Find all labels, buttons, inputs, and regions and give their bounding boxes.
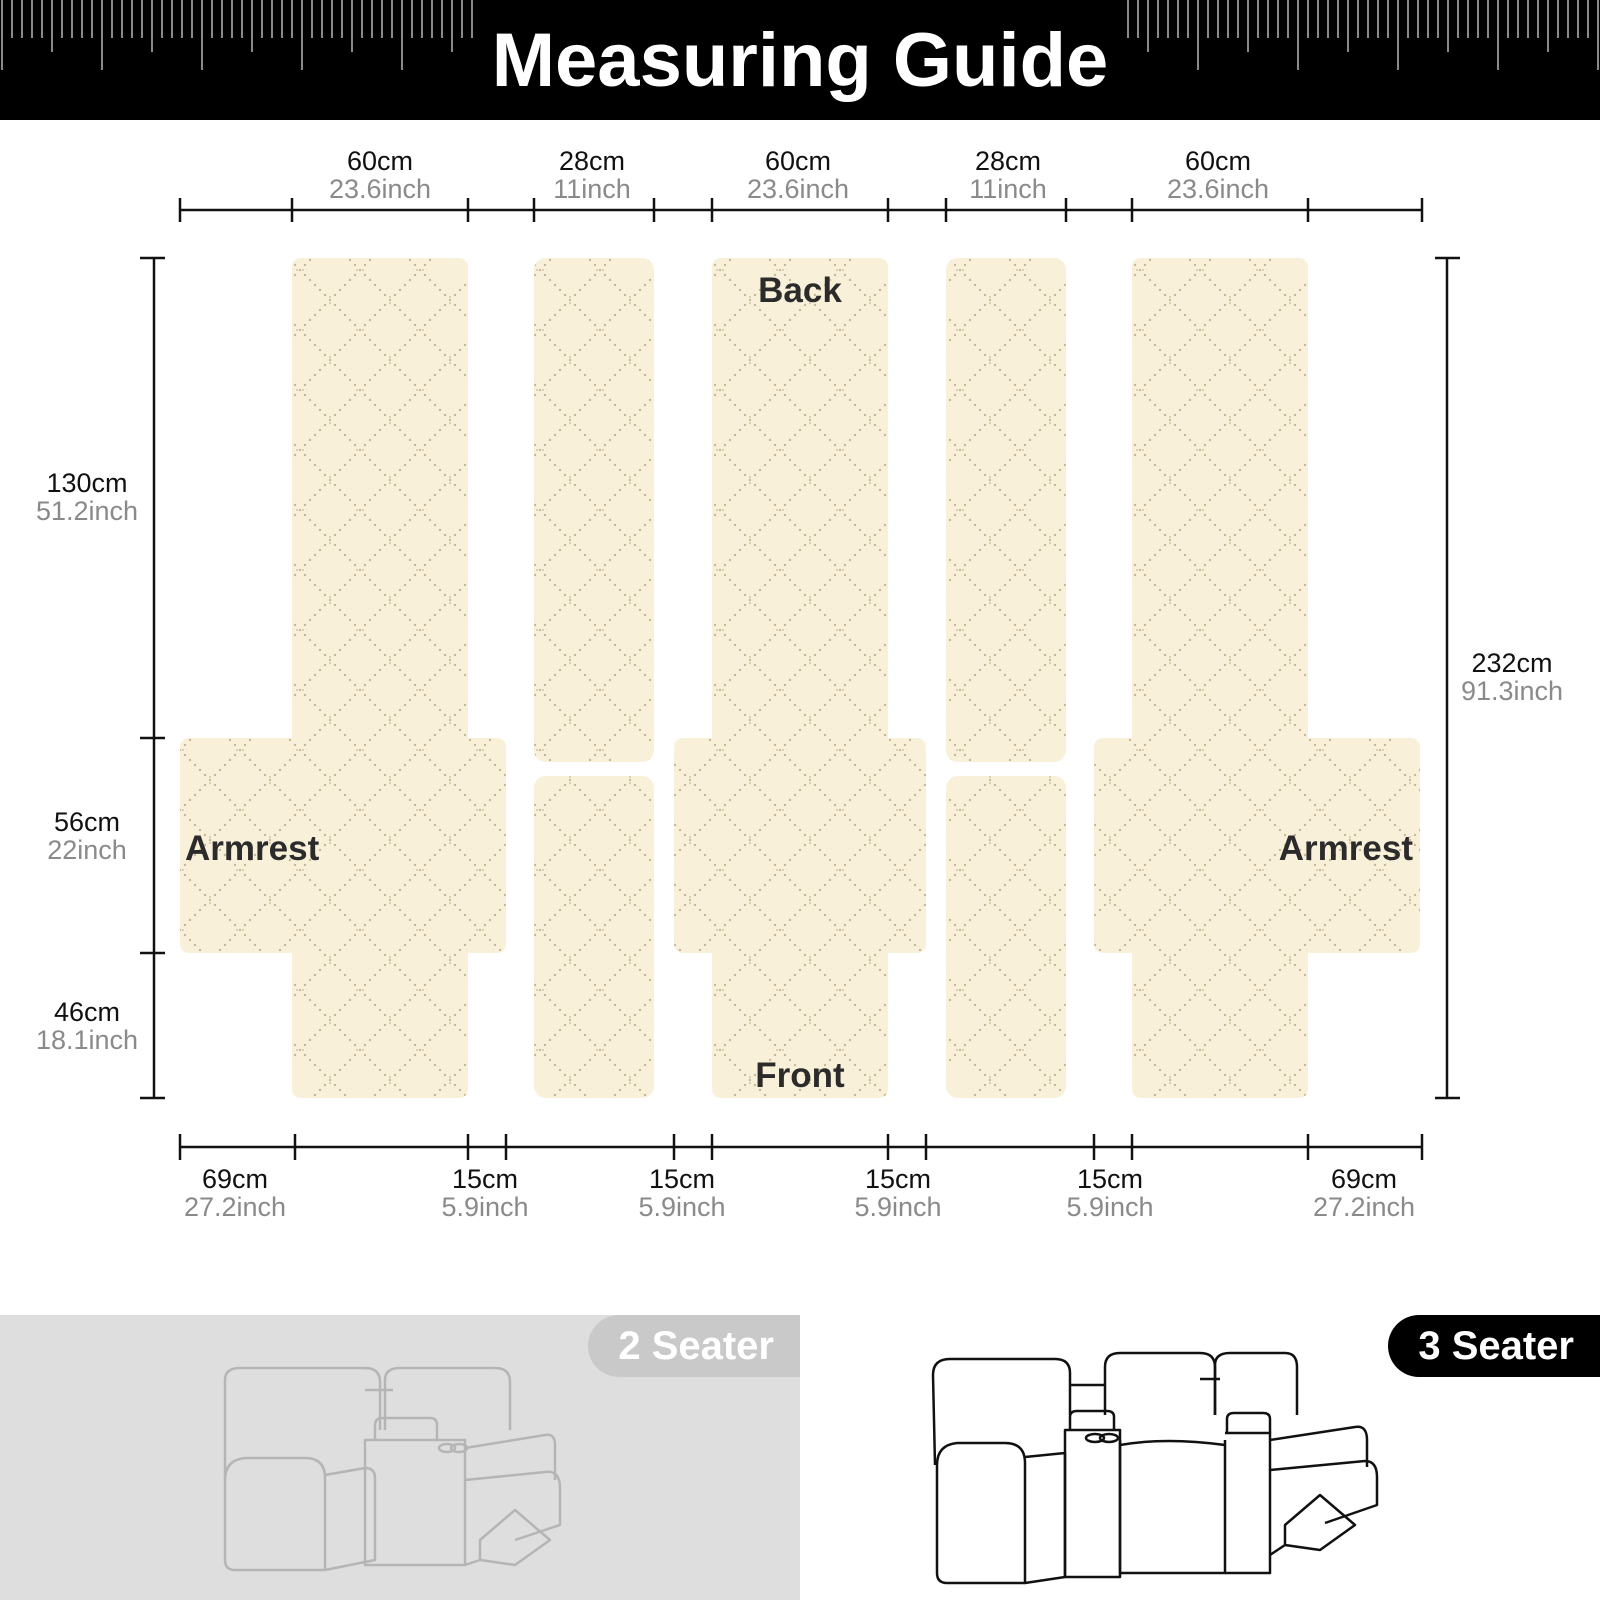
right-console-upper [946,258,1066,762]
bottom-dim-3-cm: 15cm [648,1164,716,1194]
seater-options [0,1315,1600,1600]
label-front: Front [755,1056,845,1095]
left-console-lower [534,776,654,1098]
left-seat-piece [180,258,506,1098]
bottom-dim-4-inch: 5.9inch [854,1192,942,1222]
bottom-dim-6-inch: 27.2inch [1312,1192,1416,1222]
left-dim-3-inch: 18.1inch [35,1025,139,1055]
two-seater-badge: 2 Seater [588,1315,800,1377]
bottom-dim-4-cm: 15cm [864,1164,932,1194]
top-dim-4-inch: 11inch [969,174,1047,204]
top-dim-2-inch: 11inch [553,174,631,204]
left-dim-2-inch: 22inch [47,835,127,865]
two-seater-sofa-illustration [215,1360,575,1590]
bottom-dim-3-inch: 5.9inch [638,1192,726,1222]
left-dimension-labels [36,468,138,1055]
top-dim-2-cm: 28cm [558,146,626,176]
label-back: Back [758,271,842,310]
bottom-dim-6-cm: 69cm [1330,1164,1398,1194]
left-dim-1-inch: 51.2inch [35,496,139,526]
three-seater-panel [800,1315,1600,1600]
left-dimension-line [140,258,165,1098]
top-dim-5-cm: 60cm [1184,146,1252,176]
bottom-dimension-line [180,1134,1422,1160]
bottom-dim-2-cm: 15cm [451,1164,519,1194]
three-seater-sofa-illustration [925,1345,1405,1595]
bottom-dim-1-cm: 69cm [201,1164,269,1194]
left-dim-3-cm: 46cm [53,997,121,1027]
bottom-dimension-labels [184,1164,1415,1222]
right-console-lower [946,776,1066,1098]
top-dim-3-cm: 60cm [764,146,832,176]
top-dim-3-inch: 23.6inch [746,174,850,204]
bottom-dim-5-cm: 15cm [1076,1164,1144,1194]
left-dim-1-cm: 130cm [46,468,128,498]
middle-seat-piece [674,258,926,1098]
top-dim-5-inch: 23.6inch [1166,174,1270,204]
top-dim-4-cm: 28cm [974,146,1042,176]
label-armrest-right: Armrest [1278,829,1413,868]
bottom-dim-5-inch: 5.9inch [1066,1192,1154,1222]
header-banner [0,0,1600,120]
left-dim-2-cm: 56cm [53,807,121,837]
top-dim-1-inch: 23.6inch [328,174,432,204]
page-title: Measuring Guide [491,18,1109,103]
top-dim-1-cm: 60cm [346,146,414,176]
right-dimension-labels [1461,648,1563,706]
three-seater-badge: 3 Seater [1388,1315,1600,1377]
right-dim-cm: 232cm [1471,648,1553,678]
bottom-dim-1-inch: 27.2inch [183,1192,287,1222]
right-dim-inch: 91.3inch [1460,676,1564,706]
label-armrest-left: Armrest [185,829,320,868]
top-dimension-labels [329,146,1269,204]
fabric-pieces [180,258,1420,1098]
bottom-dim-2-inch: 5.9inch [441,1192,529,1222]
left-console-upper [534,258,654,762]
right-seat-piece [1094,258,1420,1098]
measuring-diagram [0,120,1600,1300]
two-seater-panel [0,1315,800,1600]
right-dimension-line [1435,258,1460,1098]
